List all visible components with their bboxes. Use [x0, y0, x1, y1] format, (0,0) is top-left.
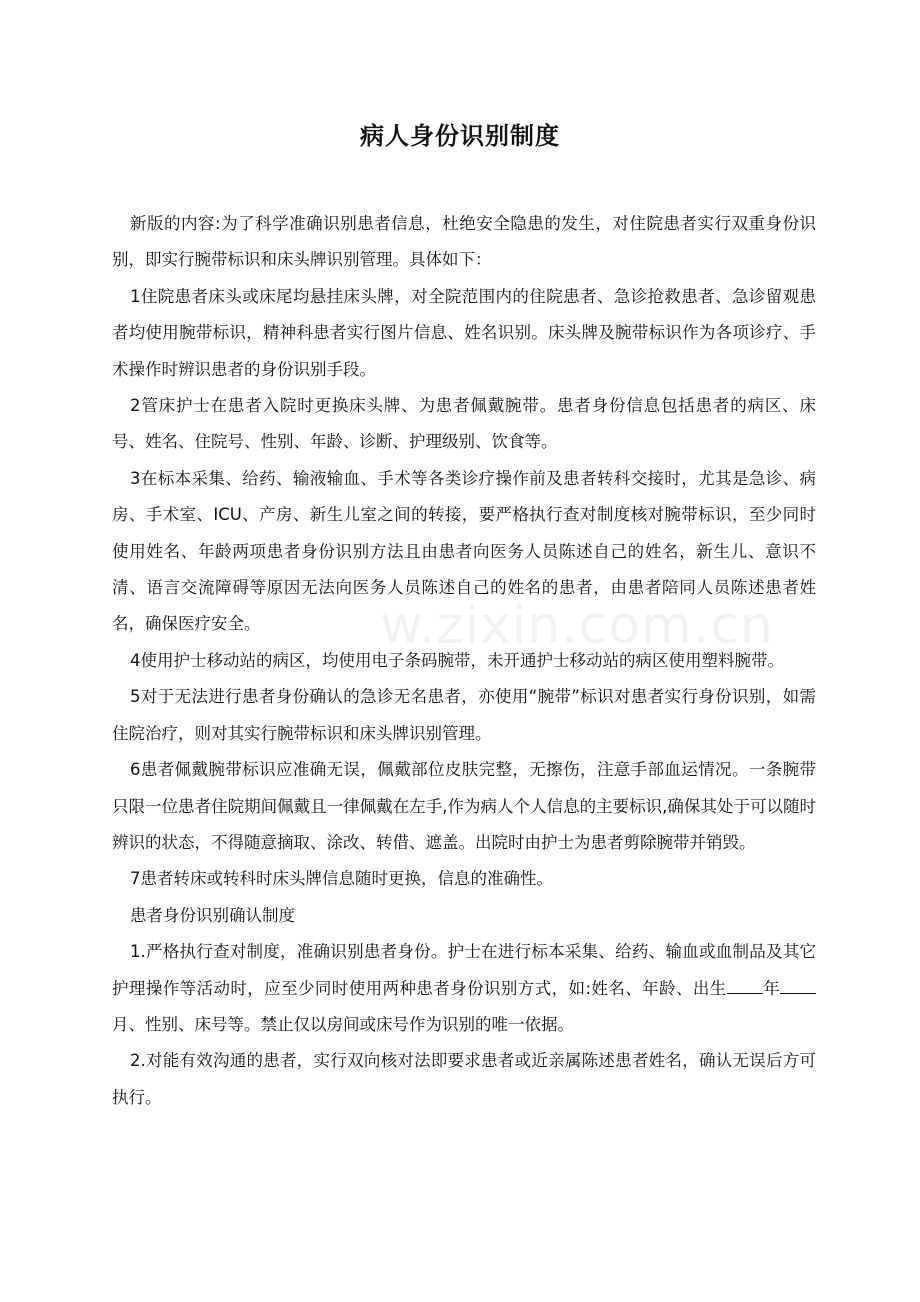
- item-1-text-end: 月、性别、床号等。禁止仅以房间或床号作为识别的唯一依据。: [112, 1014, 574, 1034]
- item-1-paragraph: [112, 934, 816, 1043]
- rule-1-paragraph: 1住院患者床头或床尾均悬挂床头牌，对全院范围内的住院患者、急诊抢救患者、急诊留观患者均使用腕带标识，精神科患者实行图片信息、姓名识别。床头牌及腕带标识作为各项诊疗、手术操作时辨识患者的身份识别手段。: [112, 286, 816, 379]
- rule-2-paragraph: 2管床护士在患者入院时更换床头牌、为患者佩戴腕带。患者身份信息包括患者的病区、床号、姓名、住院号、性别、年龄、诊断、护理级别、饮食等。: [112, 396, 816, 452]
- blank-line: [727, 977, 763, 994]
- rule-5-paragraph: 5对于无法进行患者身份确认的急诊无名患者，亦使用“腕带”标识对患者实行身份识别，如需住院治疗，则对其实行腕带标识和床头牌识别管理。: [112, 687, 816, 743]
- rule-7-paragraph: 7患者转床或转科时床头牌信息随时更换，信息的准确性。: [130, 869, 553, 889]
- intro-paragraph: 新版的内容:为了科学准确识别患者信息，杜绝安全隐患的发生，对住院患者实行双重身份识别，即实行腕带标识和床头牌识别管理。具体如下：: [112, 214, 816, 270]
- blank-line: [780, 977, 816, 994]
- document-title: 病人身份识别制度: [360, 122, 560, 150]
- item-2-paragraph: 2.对能有效沟通的患者，实行双向核对法即要求患者或近亲属陈述患者姓名，确认无误后方可执行。: [112, 1051, 816, 1107]
- watermark: w.zixin.com.cn: [380, 596, 774, 656]
- rule-4-paragraph: 4使用护士移动站的病区，均使用电子条码腕带，未开通护士移动站的病区使用塑料腕带。: [130, 650, 784, 670]
- rule-6-paragraph: 6患者佩戴腕带标识应准确无误，佩戴部位皮肤完整，无擦伤，注意手部血运情况。一条腕带只限一位患者住院期间佩戴且一律佩戴在左手,作为病人个人信息的主要标识,确保其处于可以随时辨识的状态，不得随意摘取、涂改、转借、遮盖。出院时由护士为患者剪除腕带并销毁。: [112, 760, 816, 852]
- section-heading: 患者身份识别确认制度: [130, 905, 295, 925]
- rule-3-paragraph: 3在标本采集、给药、输液输血、手术等各类诊疗操作前及患者转科交接时，尤其是急诊、病房、手术室、ICU、产房、新生儿室之间的转接，要严格执行查对制度核对腕带标识，至少同时使用姓名、年龄两项患者身份识别方法且由患者向医务人员陈述自己的姓名，新生儿、意识不清、语言交流障碍等原因无法向医务人员陈述自己的姓名的患者，由患者陪同人员陈述患者姓名，确保医疗安全。: [112, 468, 816, 634]
- document-body: [112, 206, 816, 1116]
- item-1-text-start: 1.严格执行查对制度，准确识别患者身份。护士在进行标本采集、给药、输血或血制品及其它护理操作等活动时，应至少同时使用两种患者身份识别方式，如:姓名、年龄、出生: [112, 942, 816, 998]
- item-1-year-label: 年: [762, 978, 781, 998]
